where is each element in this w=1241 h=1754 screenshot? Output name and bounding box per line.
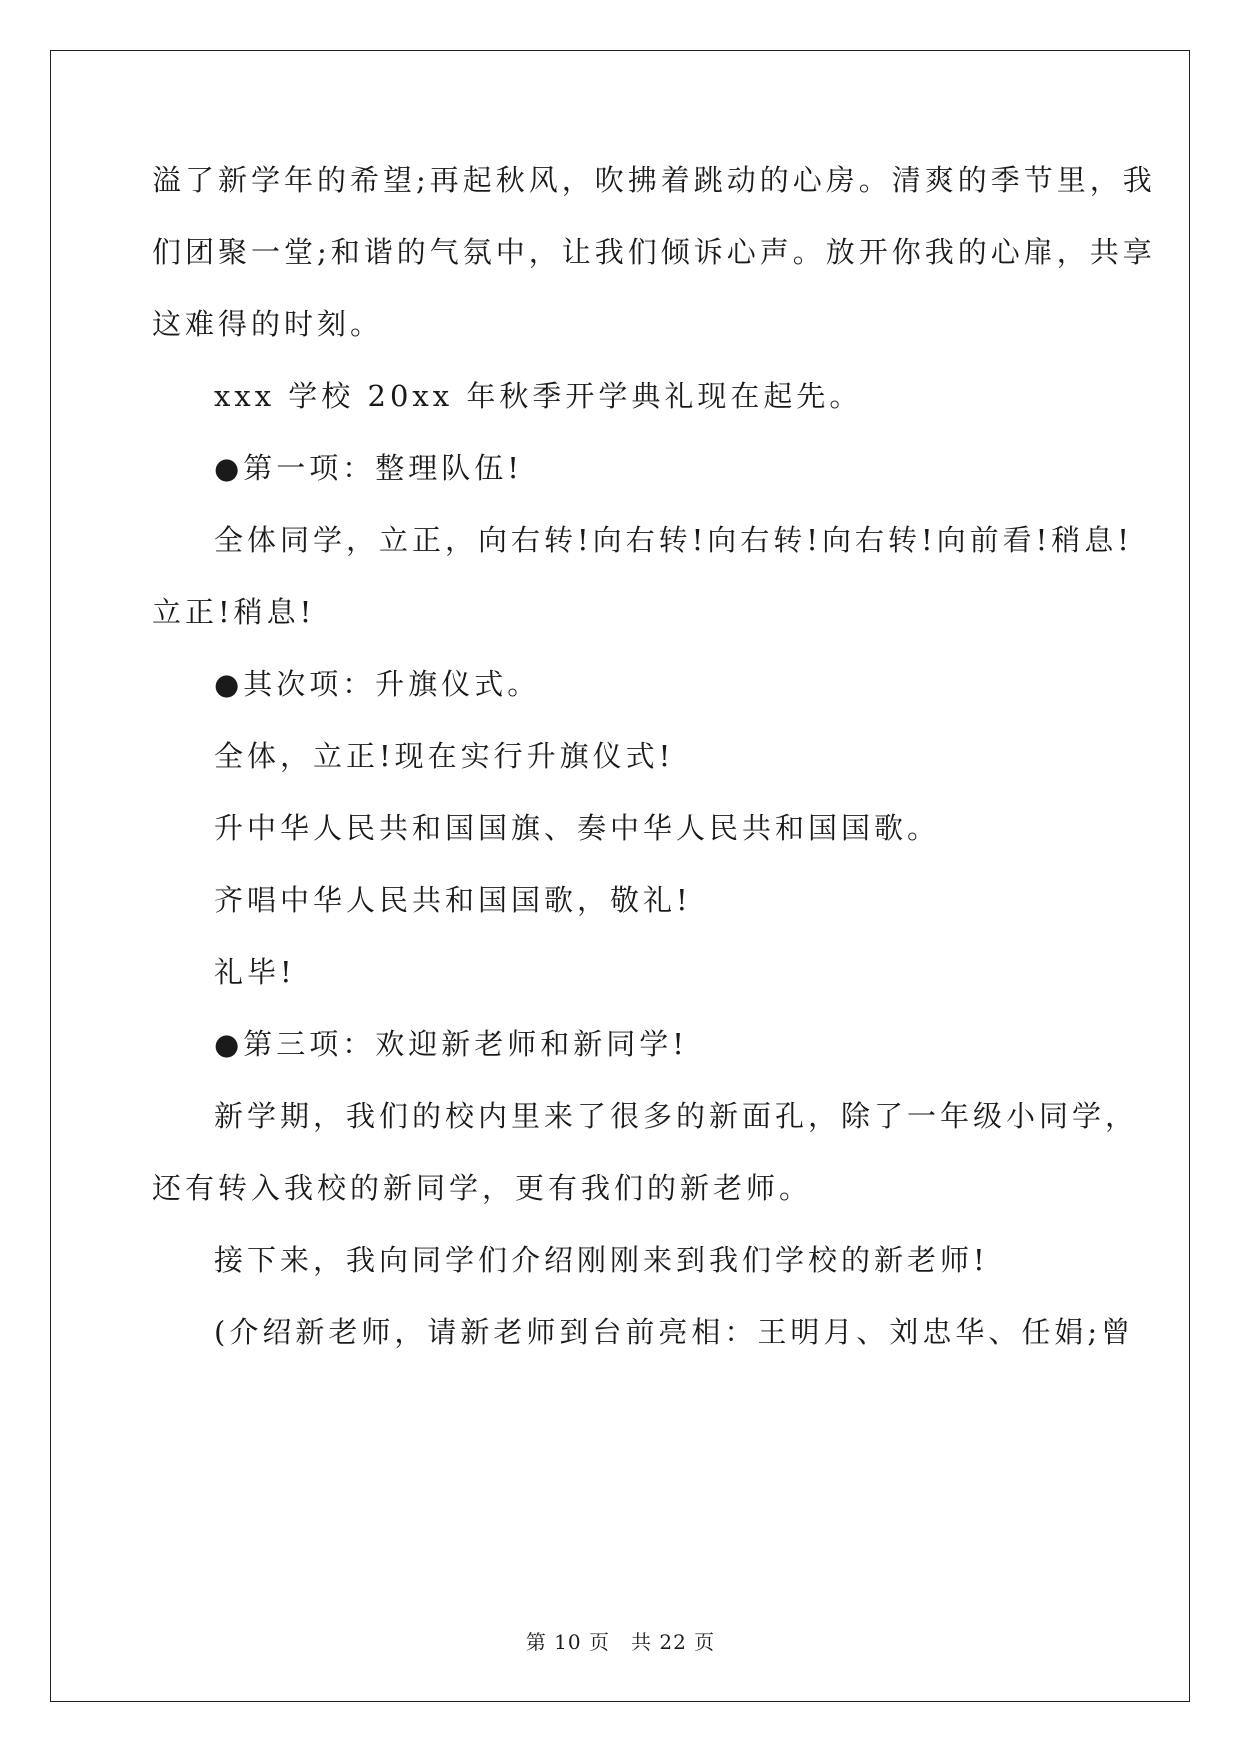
body-line-2: 们团聚一堂;和谐的气氛中，让我们倾诉心声。放开你我的心扉，共享 xyxy=(152,235,1156,269)
page-border xyxy=(50,50,1190,1702)
body-line-14: 新学期，我们的校内里来了很多的新面孔，除了一年级小同学， xyxy=(214,1099,1139,1133)
body-line-1: 溢了新学年的希望;再起秋风，吹拂着跳动的心房。清爽的季节里，我 xyxy=(152,163,1156,197)
body-line-16: 接下来，我向同学们介绍刚刚来到我们学校的新老师! xyxy=(214,1243,989,1277)
section-heading-2: ●其次项：升旗仪式。 xyxy=(214,667,541,701)
section-heading-3: ●第三项：欢迎新老师和新同学! xyxy=(214,1027,688,1061)
body-line-7: 立正!稍息! xyxy=(152,595,316,629)
page-number-footer: 第 10 页 共 22 页 xyxy=(525,1630,716,1654)
body-line-4: xxx 学校 20xx 年秋季开学典礼现在起先。 xyxy=(214,379,863,413)
body-line-17: (介绍新老师，请新老师到台前亮相：王明月、刘忠华、任娟;曾 xyxy=(214,1315,1135,1349)
body-line-11: 齐唱中华人民共和国国歌，敬礼! xyxy=(214,883,692,917)
body-line-10: 升中华人民共和国国旗、奏中华人民共和国国歌。 xyxy=(214,811,941,845)
body-line-9: 全体，立正!现在实行升旗仪式! xyxy=(214,739,675,773)
body-line-12: 礼毕! xyxy=(214,955,296,989)
body-line-15: 还有转入我校的新同学，更有我们的新老师。 xyxy=(152,1171,813,1205)
body-line-3: 这难得的时刻。 xyxy=(152,307,384,341)
body-line-6: 全体同学，立正，向右转!向右转!向右转!向右转!向前看!稍息! xyxy=(214,523,1133,557)
section-heading-1: ●第一项：整理队伍! xyxy=(214,451,523,485)
